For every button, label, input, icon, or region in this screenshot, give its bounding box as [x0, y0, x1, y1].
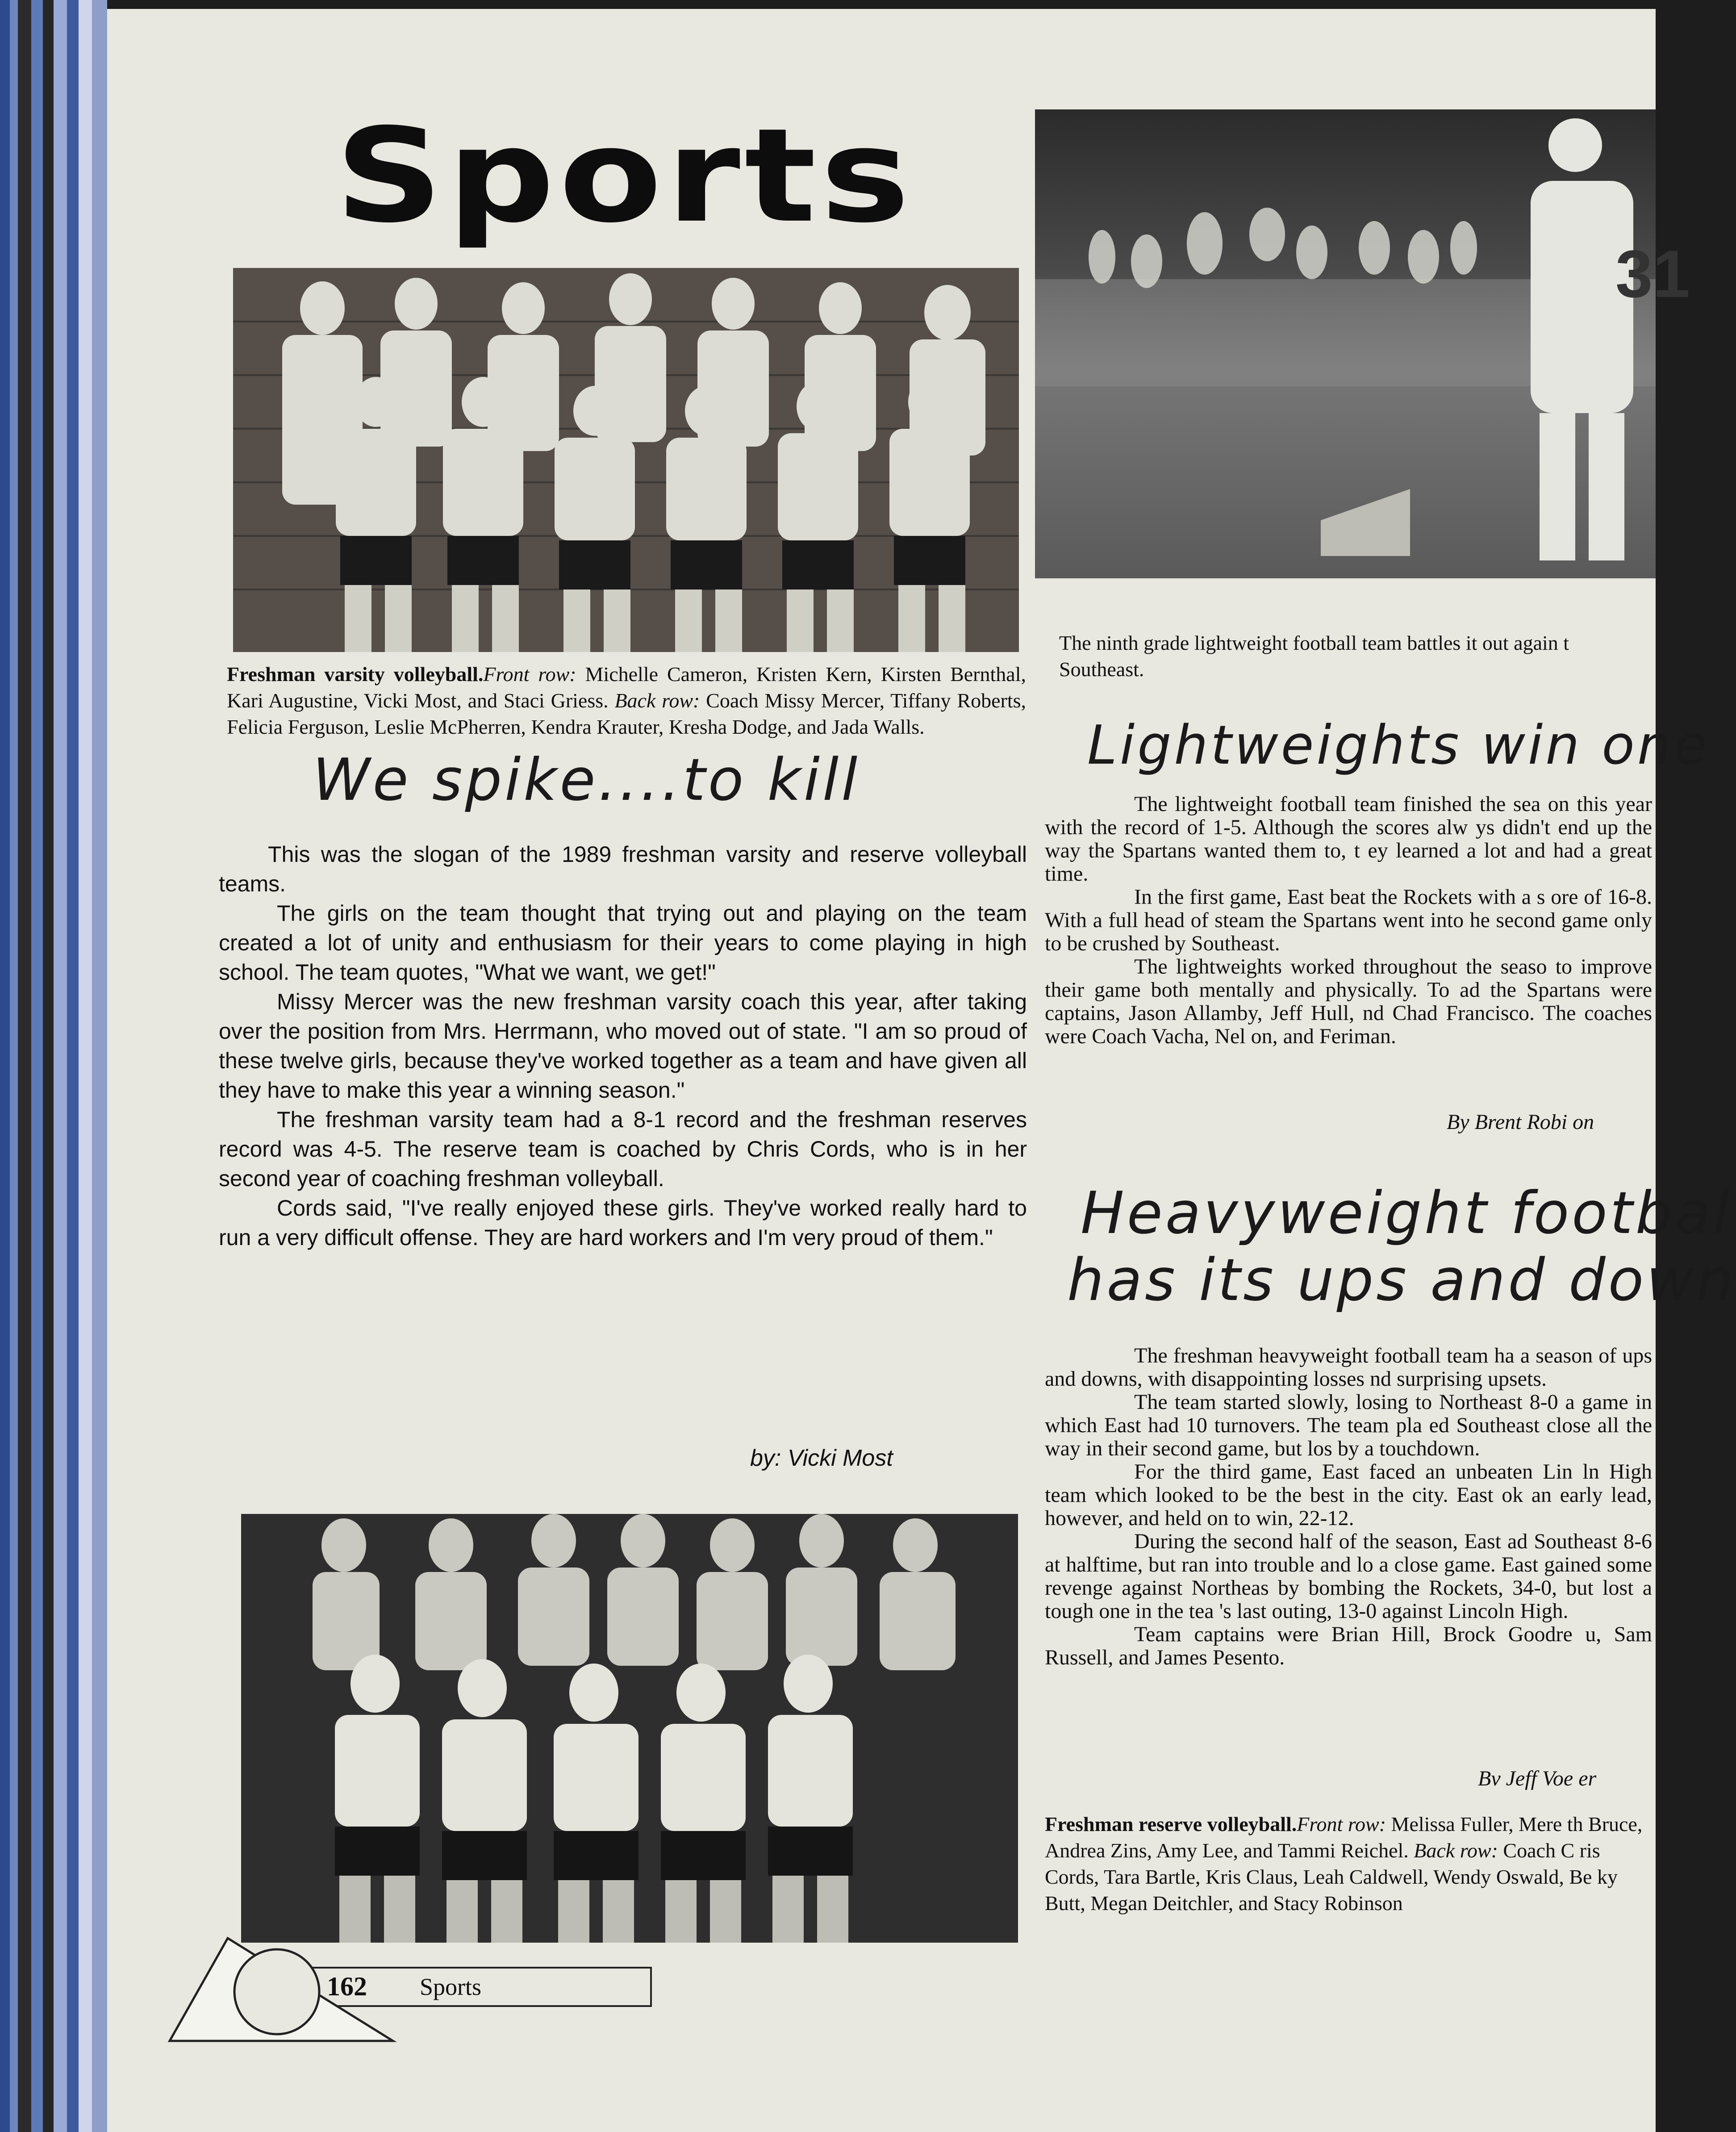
caption-reserve-front-label: Front row: — [1297, 1813, 1386, 1835]
lightweight-paragraph: The lightweight football team finished the sea on this year with the record of 1-5. Although the scores alw ys didn't end up the way the Spartans wanted them to, t ey learned a lot and had a great time. — [1045, 792, 1652, 886]
caption-reserve-front-names: Melissa Fuller, Mere th Bruce, Andrea Zins, Amy Lee, and Tammi Reichel. — [1045, 1813, 1643, 1862]
yearbook-page — [107, 9, 1736, 2132]
heavyweight-paragraph: The team started slowly, losing to Northeast 8-0 a game in which East had 10 turnovers. The team pla ed Southeast close all the way in their second game, but los by a touchdown. — [1045, 1390, 1652, 1460]
heavyweight-headline-line1: Heavyweight footbal — [1081, 1179, 1732, 1247]
heavyweight-paragraph: For the third game, East faced an unbeaten Lin ln High team which looked to be the best in the city. East ok an early lead, however, and held on to win, 22-12. — [1045, 1460, 1652, 1530]
lightweight-paragraph: In the first game, East beat the Rockets with a s ore of 16-8. With a full head of steam the Spartans went into he second game only to be crushed by Southeast. — [1045, 885, 1652, 955]
caption-varsity-back-names: Coach Missy Mercer, Tiffany Roberts, Felicia Ferguson, Leslie McPherren, Kendra Krauter, Kresha Dodge, and Jada Walls. — [227, 689, 1026, 738]
heavyweight-paragraph: During the second half of the season, East ad Southeast 8-6 at halftime, but ran into trouble and lo a close game. East gained some revenge against Northeas by bombing the Rockets, 34-0, but lost a tough one in the tea 's last outing, 13-0 against Lincoln High. — [1045, 1530, 1652, 1623]
caption-varsity-back-label: Back row: — [614, 689, 700, 712]
photo-football — [1035, 109, 1690, 578]
heavyweight-article-body — [1045, 1344, 1652, 1669]
photo-volleyball-reserve — [241, 1514, 1018, 1943]
page-title: Sports — [335, 101, 914, 251]
caption-reserve-back-names: Coach C ris Cords, Tara Bartle, Kris Claus, Leah Caldwell, Wendy Oswald, Be ky Butt, Megan Deitchler, and Stacy Robinson — [1045, 1839, 1618, 1915]
caption-varsity-front-label: Front row: — [483, 663, 576, 686]
caption-reserve-title: Freshman reserve volleyball. — [1045, 1813, 1297, 1835]
volleyball-byline: by: Vicki Most — [750, 1445, 893, 1471]
volleyball-paragraph: Cords said, "I've really enjoyed these girls. They've worked really hard to run a very difficult offense. They are hard workers and I'm very proud of them." — [219, 1196, 1027, 1250]
caption-varsity-front-names: Michelle Cameron, Kristen Kern, Kirsten Bernthal, Kari Augustine, Vicki Most, and Staci Griess. — [227, 663, 1026, 712]
heavyweight-paragraph: The freshman heavyweight football team ha a season of ups and downs, with disappointing losses nd surprising upsets. — [1045, 1344, 1652, 1391]
lightweight-article-body — [1045, 793, 1652, 1048]
lightweight-byline: By Brent Robi on — [1447, 1110, 1594, 1134]
heavyweight-byline: Bv Jeff Voe er — [1478, 1767, 1597, 1790]
heavyweight-paragraph: Team captains were Brian Hill, Brock Goodre u, Sam Russell, and James Pesento. — [1045, 1622, 1652, 1669]
footer-triangle-icon — [161, 1934, 411, 2068]
volleyball-paragraph: The girls on the team thought that trying out and playing on the team created a lot of unity and enthusiasm for their years to come playing in high school. The team quotes, "What we want, we get!" — [219, 901, 1027, 985]
book-binding — [0, 0, 107, 2132]
photo-volleyball-varsity — [233, 268, 1019, 652]
footer-section-label: Sports — [420, 1973, 482, 2000]
caption-football: The ninth grade lightweight football team battles it out again t Southeast. — [1059, 631, 1569, 681]
caption-volleyball-varsity — [227, 661, 1026, 740]
volleyball-paragraph: The freshman varsity team had a 8-1 record and the freshman reserves record was 4-5. The reserve team is coached by Chris Cords, who is in her second year of coaching freshman volleyball. — [219, 1107, 1027, 1191]
volleyball-headline: We spike....to kill — [313, 746, 860, 814]
heavyweight-headline-line2: has its ups and down — [1067, 1246, 1736, 1314]
caption-volleyball-reserve — [1045, 1811, 1648, 1916]
volleyball-paragraph: Missy Mercer was the new freshman varsity coach this year, after taking over the position from Mrs. Herrmann, who moved out of state. "I am so proud of these twelve girls, because they've worked together as a team and have given all they have to make this year a winning season." — [219, 989, 1027, 1103]
caption-reserve-back-label: Back row: — [1414, 1839, 1498, 1862]
footer-page-number: 162 — [327, 1972, 367, 2001]
lightweight-paragraph: The lightweights worked throughout the seaso to improve their game both mentally and physically. To ad the Spartans were captains, Jason Allamby, Jeff Hull, nd Chad Francisco. The coaches were Coach Vacha, Nel on, and Feriman. — [1045, 955, 1652, 1048]
volleyball-paragraph: This was the slogan of the 1989 freshman varsity and reserve volleyball teams. — [219, 842, 1027, 896]
caption-varsity-title: Freshman varsity volleyball. — [227, 663, 484, 686]
volleyball-article-body — [219, 840, 1027, 1252]
lightweight-headline: Lightweights win one — [1087, 715, 1710, 777]
svg-text:31: 31 — [1615, 236, 1690, 311]
